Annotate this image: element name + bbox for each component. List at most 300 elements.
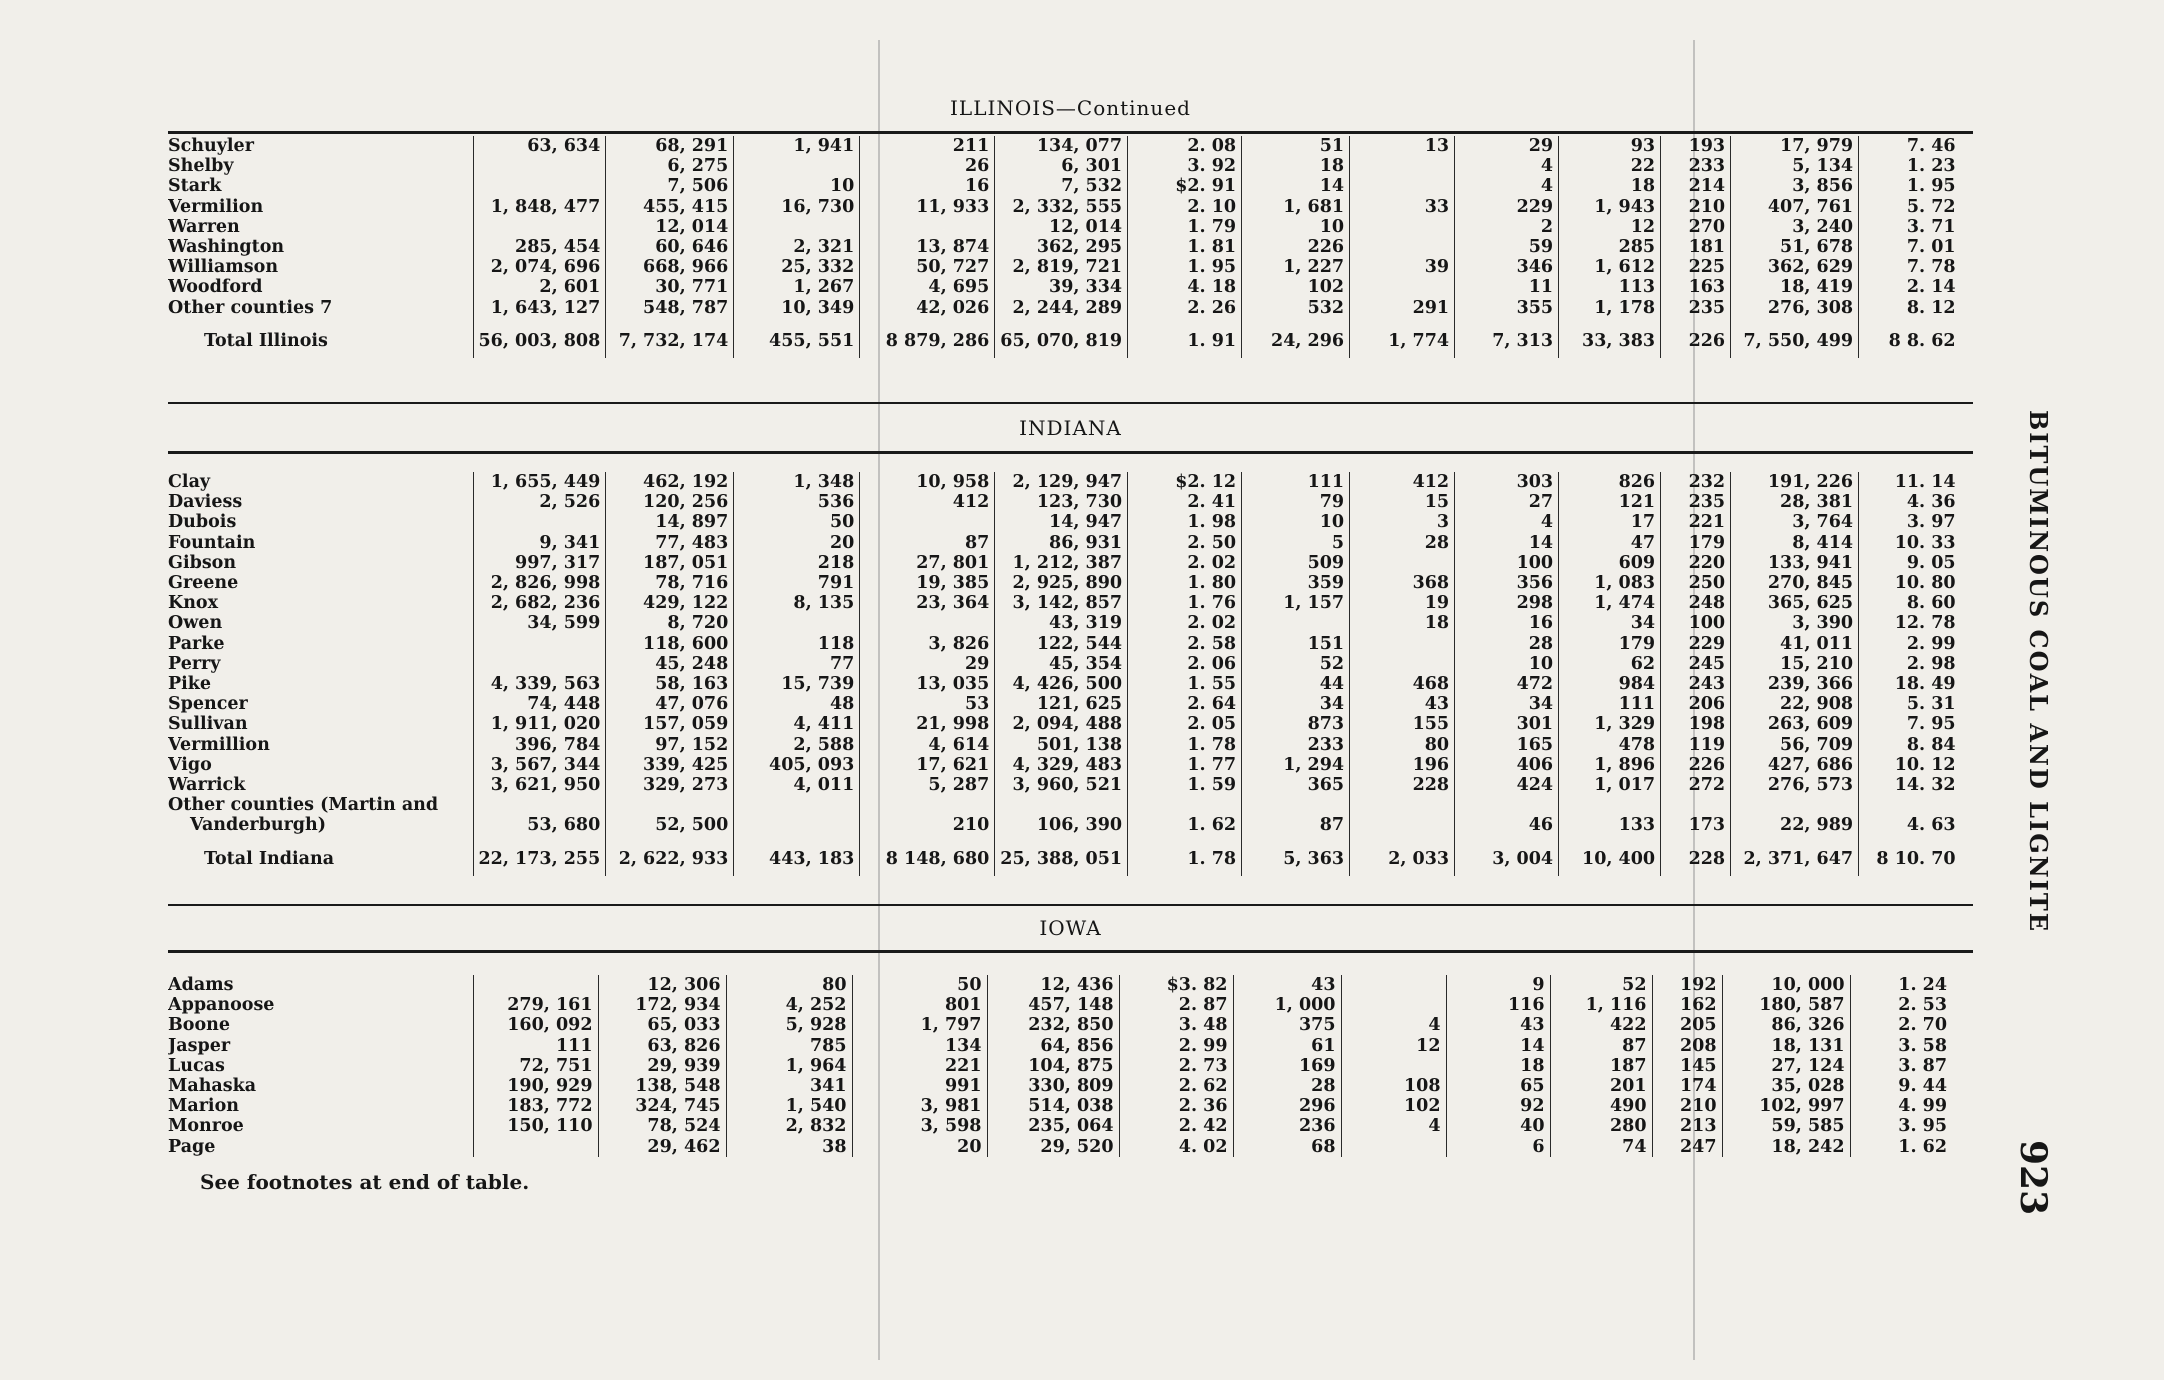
table-row <box>168 975 1952 995</box>
table-cell: 2. 08 <box>1128 136 1242 156</box>
table-cell: 220 <box>1661 553 1731 573</box>
table-cell: 233 <box>1242 735 1350 755</box>
table-cell: 10 <box>1242 512 1350 532</box>
illinois-table <box>168 136 1961 358</box>
table-cell: 104, 875 <box>987 1056 1119 1076</box>
table-cell: 187, 051 <box>606 553 734 573</box>
table-cell: 8. 60 <box>1906 593 1956 614</box>
table-cell: 1, 681 <box>1242 197 1350 217</box>
table-cell <box>1350 217 1455 237</box>
table-cell: 7. 01 <box>1906 237 1956 258</box>
table-row <box>168 197 1961 217</box>
table-cell: 38 <box>726 1137 852 1157</box>
table-cell: 10 <box>1242 217 1350 237</box>
table-cell: 58, 163 <box>606 674 734 694</box>
table-cell: 198 <box>1661 714 1731 734</box>
table-cell: 52, 500 <box>606 815 734 835</box>
table-cell: 8, 414 <box>1731 533 1859 553</box>
table-cell: 472 <box>1455 674 1559 694</box>
table-cell: 29, 520 <box>987 1137 1119 1157</box>
table-cell: 1, 083 <box>1559 573 1661 593</box>
table-cell: 122, 544 <box>995 634 1128 654</box>
table-cell: 45, 248 <box>606 654 734 674</box>
table-cell: 6, 275 <box>606 156 734 176</box>
table-cell: 12, 014 <box>995 217 1128 237</box>
rule <box>168 402 1973 404</box>
table-cell: 44 <box>1242 674 1350 694</box>
table-cell: 22, 173, 255 <box>473 842 606 876</box>
county-name: Adams <box>168 975 473 995</box>
table-cell <box>1455 795 1559 815</box>
table-cell: 179 <box>1661 533 1731 553</box>
table-cell: 169 <box>1233 1056 1341 1076</box>
table-cell: 457, 148 <box>987 995 1119 1015</box>
table-row <box>168 472 1961 492</box>
table-cell: 123, 730 <box>995 492 1128 512</box>
table-cell: 183, 772 <box>473 1096 598 1116</box>
table-cell: 27, 124 <box>1722 1056 1850 1076</box>
table-cell: 17 <box>1559 512 1661 532</box>
table-cell: 455, 415 <box>606 197 734 217</box>
table-cell: 3, 142, 857 <box>995 593 1128 613</box>
table-cell: 3. 95 <box>1898 1116 1947 1137</box>
table-cell: 28 <box>1455 634 1559 654</box>
table-cell: 43 <box>1446 1015 1550 1035</box>
table-cell: 2, 033 <box>1350 842 1455 876</box>
county-name: Parke <box>168 634 473 654</box>
table-cell: 111 <box>1242 472 1350 492</box>
table-cell: 12 <box>1341 1036 1446 1056</box>
table-cell <box>473 975 598 995</box>
table-cell <box>1350 156 1455 176</box>
table-cell: 19 <box>1350 593 1455 613</box>
table-cell: 2. 73 <box>1119 1056 1233 1076</box>
table-cell: 29 <box>1455 136 1559 156</box>
table-cell <box>1559 795 1661 815</box>
table-cell: 174 <box>1652 1076 1722 1096</box>
table-cell: 365 <box>1242 775 1350 795</box>
table-cell: 873 <box>1242 714 1350 734</box>
table-cell: 18 <box>1559 176 1661 196</box>
table-cell: 3, 981 <box>852 1096 987 1116</box>
table-cell: 1, 294 <box>1242 755 1350 775</box>
table-cell: 16 <box>1455 613 1559 633</box>
table-cell: 172, 934 <box>598 995 726 1015</box>
table-cell: 118 <box>734 634 860 654</box>
table-cell: 303 <box>1455 472 1559 492</box>
table-cell: 27, 801 <box>860 553 995 573</box>
table-cell: 100 <box>1661 613 1731 633</box>
table-cell: 191, 226 <box>1731 472 1859 492</box>
table-row <box>168 533 1961 553</box>
table-cell: 826 <box>1559 472 1661 492</box>
table-cell: 8 8. 62 <box>1888 330 1956 351</box>
table-cell: 50 <box>852 975 987 995</box>
table-cell: 2, 074, 696 <box>473 257 606 277</box>
table-cell: 34, 599 <box>473 613 606 633</box>
table-cell: 2. 10 <box>1128 197 1242 217</box>
table-cell: 10, 349 <box>734 298 860 318</box>
table-cell: 4 <box>1341 1015 1446 1035</box>
table-cell: 59 <box>1455 237 1559 257</box>
table-cell: 3 <box>1350 512 1455 532</box>
table-cell: 53, 680 <box>473 815 606 835</box>
table-cell: 232 <box>1661 472 1731 492</box>
county-name: Other counties (Martin and <box>168 795 473 815</box>
table-row <box>168 795 1961 815</box>
county-name: Woodford <box>168 277 473 297</box>
table-cell: 56, 709 <box>1731 735 1859 755</box>
table-cell: 1, 178 <box>1559 298 1661 318</box>
table-cell: 4, 339, 563 <box>473 674 606 694</box>
table-cell: 247 <box>1652 1137 1722 1157</box>
table-cell: 2, 371, 647 <box>1731 842 1859 876</box>
table-cell: 2. 98 <box>1906 653 1956 674</box>
table-cell: 1. 23 <box>1906 156 1956 177</box>
table-cell: 490 <box>1550 1096 1652 1116</box>
table-cell: 111 <box>473 1036 598 1056</box>
table-cell: 1. 55 <box>1128 674 1242 694</box>
table-cell: 3. 97 <box>1906 512 1956 533</box>
table-cell <box>1341 995 1446 1015</box>
table-cell <box>473 512 606 532</box>
table-row <box>168 257 1961 277</box>
table-cell: 213 <box>1652 1116 1722 1136</box>
table-cell: 18, 242 <box>1722 1137 1850 1157</box>
table-row <box>168 775 1961 795</box>
table-cell: 229 <box>1455 197 1559 217</box>
table-cell: 3. 71 <box>1906 216 1956 237</box>
table-cell: 1, 612 <box>1559 257 1661 277</box>
table-cell: 150, 110 <box>473 1116 598 1136</box>
table-cell: 1. 24 <box>1898 975 1947 995</box>
table-cell <box>860 512 995 532</box>
table-cell: 102 <box>1341 1096 1446 1116</box>
table-cell: 455, 551 <box>734 324 860 358</box>
table-cell: 3. 87 <box>1898 1055 1947 1076</box>
table-cell: 59, 585 <box>1722 1116 1850 1136</box>
table-cell: 23, 364 <box>860 593 995 613</box>
table-cell: 232, 850 <box>987 1015 1119 1035</box>
table-cell <box>473 217 606 237</box>
table-cell: 119 <box>1661 735 1731 755</box>
table-cell: 22, 908 <box>1731 694 1859 714</box>
table-cell: 16, 730 <box>734 197 860 217</box>
table-cell <box>860 613 995 633</box>
table-cell: 102 <box>1242 277 1350 297</box>
table-cell: 1, 017 <box>1559 775 1661 795</box>
table-cell: 2. 87 <box>1119 995 1233 1015</box>
table-cell: 50 <box>734 512 860 532</box>
table-cell: 17, 979 <box>1731 136 1859 156</box>
table-cell: 8. 12 <box>1906 297 1956 318</box>
table-cell: 3, 764 <box>1731 512 1859 532</box>
table-cell: 298 <box>1455 593 1559 613</box>
table-cell: 12. 78 <box>1894 613 1956 634</box>
table-cell: 5. 72 <box>1906 196 1956 217</box>
table-cell <box>606 795 734 815</box>
table-cell: 18 <box>1446 1056 1550 1076</box>
table-cell: 65 <box>1446 1076 1550 1096</box>
table-cell: 7, 532 <box>995 176 1128 196</box>
table-cell: 10, 958 <box>860 472 995 492</box>
table-cell: 5, 363 <box>1242 842 1350 876</box>
table-row <box>168 277 1961 297</box>
table-row <box>168 694 1961 714</box>
table-cell: 2. 58 <box>1128 634 1242 654</box>
table-cell: 97, 152 <box>606 735 734 755</box>
rule <box>168 904 1973 906</box>
table-cell: 2. 42 <box>1119 1116 1233 1136</box>
table-cell: 548, 787 <box>606 298 734 318</box>
table-cell: 5, 134 <box>1731 156 1859 176</box>
table-cell: 2. 02 <box>1128 553 1242 573</box>
table-cell: 5 <box>1242 533 1350 553</box>
table-cell <box>1350 553 1455 573</box>
table-cell: 7. 95 <box>1906 714 1956 735</box>
table-cell: 17, 621 <box>860 755 995 775</box>
table-cell: 210 <box>860 815 995 835</box>
county-name: Fountain <box>168 533 473 553</box>
page-number: 923 <box>2012 1140 2054 1216</box>
table-cell: 228 <box>1350 775 1455 795</box>
total-row <box>168 842 1961 876</box>
table-cell <box>734 156 860 176</box>
table-row <box>168 735 1961 755</box>
table-cell: 791 <box>734 573 860 593</box>
table-cell: 3, 960, 521 <box>995 775 1128 795</box>
table-cell: 14. 32 <box>1894 775 1956 796</box>
table-cell: 1. 80 <box>1128 573 1242 593</box>
table-cell: 4, 011 <box>734 775 860 795</box>
table-cell: 324, 745 <box>598 1096 726 1116</box>
table-cell: 2. 05 <box>1128 714 1242 734</box>
table-cell: 250 <box>1661 573 1731 593</box>
table-cell <box>734 795 860 815</box>
table-cell: 285, 454 <box>473 237 606 257</box>
footnote: See footnotes at end of table. <box>200 1170 530 1194</box>
table-cell: 7. 46 <box>1906 136 1956 156</box>
table-cell: 74, 448 <box>473 694 606 714</box>
table-cell: 39, 334 <box>995 277 1128 297</box>
table-cell: 4 <box>1455 512 1559 532</box>
table-cell: 40 <box>1446 1116 1550 1136</box>
table-row <box>168 1056 1952 1076</box>
table-cell: 4, 252 <box>726 995 852 1015</box>
table-cell: 8. 84 <box>1906 734 1956 755</box>
table-cell: 63, 634 <box>473 136 606 156</box>
table-row <box>168 755 1961 775</box>
table-cell: 35, 028 <box>1722 1076 1850 1096</box>
table-cell: 4. 63 <box>1906 815 1956 836</box>
county-name: Lucas <box>168 1056 473 1076</box>
table-cell: 339, 425 <box>606 755 734 775</box>
table-row <box>168 714 1961 734</box>
county-name: Dubois <box>168 512 473 532</box>
table-cell: 11. 14 <box>1894 472 1956 492</box>
table-cell: 1. 91 <box>1128 324 1242 358</box>
table-cell: 9 <box>1446 975 1550 995</box>
table-cell <box>860 217 995 237</box>
table-cell: 424 <box>1455 775 1559 795</box>
table-cell: 157, 059 <box>606 714 734 734</box>
table-cell: 2. 06 <box>1128 654 1242 674</box>
rule <box>168 131 1973 134</box>
table-cell: 2. 64 <box>1128 694 1242 714</box>
table-cell <box>1731 795 1859 815</box>
table-cell: 52 <box>1550 975 1652 995</box>
table-cell: 34 <box>1455 694 1559 714</box>
table-cell: 14 <box>1446 1036 1550 1056</box>
table-cell: 1, 157 <box>1242 593 1350 613</box>
table-cell: 77 <box>734 654 860 674</box>
table-cell: 34 <box>1242 694 1350 714</box>
table-cell: $3. 82 <box>1119 975 1233 995</box>
table-cell: 111 <box>1559 694 1661 714</box>
table-cell: 205 <box>1652 1015 1722 1035</box>
county-name: Washington <box>168 237 473 257</box>
table-cell: 362, 295 <box>995 237 1128 257</box>
table-row <box>168 573 1961 593</box>
table-cell: 279, 161 <box>473 995 598 1015</box>
table-cell: 536 <box>734 492 860 512</box>
table-cell: 13, 035 <box>860 674 995 694</box>
table-cell: 33, 383 <box>1559 324 1661 358</box>
table-cell: 270 <box>1661 217 1731 237</box>
table-cell: 2, 925, 890 <box>995 573 1128 593</box>
table-cell: 406 <box>1455 755 1559 775</box>
table-cell: 2. 02 <box>1128 613 1242 633</box>
table-cell <box>1341 1137 1446 1157</box>
table-cell: 276, 573 <box>1731 775 1859 795</box>
table-cell: 24, 296 <box>1242 324 1350 358</box>
table-row <box>168 176 1961 196</box>
table-cell: 210 <box>1661 197 1731 217</box>
table-cell: 8 148, 680 <box>860 842 995 876</box>
table-cell: 229 <box>1661 634 1731 654</box>
table-cell: 46 <box>1455 815 1559 835</box>
table-cell: 226 <box>1661 755 1731 775</box>
table-cell: 50, 727 <box>860 257 995 277</box>
table-cell <box>1242 613 1350 633</box>
table-row <box>168 634 1961 654</box>
table-cell: 78, 524 <box>598 1116 726 1136</box>
table-cell: 1. 62 <box>1128 815 1242 835</box>
table-cell: 2. 99 <box>1906 633 1956 654</box>
table-row <box>168 1096 1952 1116</box>
table-cell: 80 <box>1350 735 1455 755</box>
table-cell <box>1661 795 1731 815</box>
table-cell: 2, 526 <box>473 492 606 512</box>
table-cell: 8, 135 <box>734 593 860 613</box>
table-cell: 7. 78 <box>1906 257 1956 278</box>
table-cell: 14 <box>1242 176 1350 196</box>
table-cell: 15, 739 <box>734 674 860 694</box>
county-name: Gibson <box>168 553 473 573</box>
table-cell: 1, 212, 387 <box>995 553 1128 573</box>
table-cell: 165 <box>1455 735 1559 755</box>
table-cell: 7, 732, 174 <box>606 324 734 358</box>
table-cell: 87 <box>860 533 995 553</box>
table-cell: 4 <box>1455 176 1559 196</box>
table-cell: 47 <box>1559 533 1661 553</box>
table-cell: 11 <box>1455 277 1559 297</box>
table-cell: 29 <box>860 654 995 674</box>
section-title-illinois: ILLINOIS—Continued <box>950 96 1191 120</box>
table-cell: 68 <box>1233 1137 1341 1157</box>
table-cell: 80 <box>726 975 852 995</box>
table-row <box>168 593 1961 613</box>
table-cell: 1, 848, 477 <box>473 197 606 217</box>
county-name: Greene <box>168 573 473 593</box>
county-name: Vanderburgh) <box>168 815 473 835</box>
table-cell: 248 <box>1661 593 1731 613</box>
table-cell: 2. 62 <box>1119 1076 1233 1096</box>
table-row <box>168 217 1961 237</box>
county-name: Pike <box>168 674 473 694</box>
table-cell: 301 <box>1455 714 1559 734</box>
table-cell: 443, 183 <box>734 842 860 876</box>
table-row <box>168 1076 1952 1096</box>
table-cell: 51, 678 <box>1731 237 1859 257</box>
table-cell: 329, 273 <box>606 775 734 795</box>
rule <box>168 950 1973 953</box>
table-row <box>168 1137 1952 1157</box>
table-cell: 138, 548 <box>598 1076 726 1096</box>
table-cell: 3, 598 <box>852 1116 987 1136</box>
table-cell: 1. 79 <box>1128 217 1242 237</box>
table-cell: 13 <box>1350 136 1455 156</box>
rule <box>168 451 1973 454</box>
table-cell: 239, 366 <box>1731 674 1859 694</box>
table-cell: 341 <box>726 1076 852 1096</box>
table-cell: 3, 004 <box>1455 842 1559 876</box>
table-cell: 2, 622, 933 <box>606 842 734 876</box>
table-cell: 134, 077 <box>995 136 1128 156</box>
table-cell: 1, 774 <box>1350 324 1455 358</box>
table-cell: 1, 116 <box>1550 995 1652 1015</box>
table-cell: 193 <box>1661 136 1731 156</box>
table-cell: 14 <box>1455 533 1559 553</box>
table-cell: 6 <box>1446 1137 1550 1157</box>
county-name: Other counties 7 <box>168 298 473 318</box>
table-cell: 10. 33 <box>1894 532 1956 553</box>
table-cell: 2. 41 <box>1128 492 1242 512</box>
table-cell <box>734 217 860 237</box>
table-cell: 18, 419 <box>1731 277 1859 297</box>
table-cell: 86, 931 <box>995 533 1128 553</box>
table-cell: 47, 076 <box>606 694 734 714</box>
table-cell <box>473 654 606 674</box>
table-cell: 2. 70 <box>1898 1015 1947 1036</box>
table-cell <box>1350 654 1455 674</box>
table-cell: 1. 78 <box>1128 735 1242 755</box>
table-cell: 15 <box>1350 492 1455 512</box>
table-cell: 34 <box>1559 613 1661 633</box>
table-cell: 181 <box>1661 237 1731 257</box>
table-cell: 221 <box>1661 512 1731 532</box>
table-cell: 93 <box>1559 136 1661 156</box>
table-row <box>168 815 1961 835</box>
table-cell: 20 <box>852 1137 987 1157</box>
running-head: BITUMINOUS COAL AND LIGNITE <box>2024 410 2053 934</box>
table-cell: 1, 474 <box>1559 593 1661 613</box>
table-cell: 3. 58 <box>1898 1035 1947 1056</box>
table-cell: 1, 267 <box>734 277 860 297</box>
county-name: Mahaska <box>168 1076 473 1096</box>
table-cell: 145 <box>1652 1056 1722 1076</box>
table-cell: 1. 77 <box>1128 755 1242 775</box>
